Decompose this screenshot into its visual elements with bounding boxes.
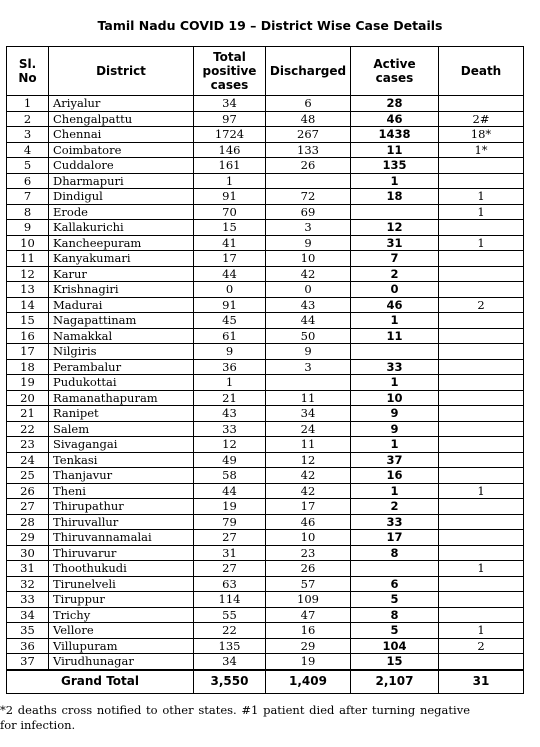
table-row bbox=[7, 514, 524, 530]
grand-total-label: Grand Total bbox=[7, 670, 194, 694]
cell-sl-no: 36 bbox=[7, 638, 49, 654]
table-row bbox=[7, 266, 524, 282]
cell-active-cases: 6 bbox=[351, 576, 439, 592]
cell-death: 1 bbox=[439, 204, 524, 220]
cell-total-positive: 161 bbox=[194, 158, 266, 174]
cell-district: Theni bbox=[49, 483, 194, 499]
cell-active-cases: 46 bbox=[351, 111, 439, 127]
cell-sl-no: 4 bbox=[7, 142, 49, 158]
cell-discharged: 19 bbox=[266, 654, 351, 670]
cell-death bbox=[439, 266, 524, 282]
cell-discharged: 133 bbox=[266, 142, 351, 158]
cell-death: 1 bbox=[439, 483, 524, 499]
cell-death bbox=[439, 328, 524, 344]
cell-discharged: 26 bbox=[266, 158, 351, 174]
cell-district: Tenkasi bbox=[49, 452, 194, 468]
table-row bbox=[7, 111, 524, 127]
cell-total-positive: 44 bbox=[194, 483, 266, 499]
cell-discharged: 267 bbox=[266, 127, 351, 143]
cell-district: Virudhunagar bbox=[49, 654, 194, 670]
cell-active-cases: 5 bbox=[351, 623, 439, 639]
cell-sl-no: 19 bbox=[7, 375, 49, 391]
table-row bbox=[7, 220, 524, 236]
cell-sl-no: 15 bbox=[7, 313, 49, 329]
cell-total-positive: 55 bbox=[194, 607, 266, 623]
cell-death bbox=[439, 220, 524, 236]
cell-district: Cuddalore bbox=[49, 158, 194, 174]
cell-death bbox=[439, 592, 524, 608]
cell-total-positive: 21 bbox=[194, 390, 266, 406]
cell-sl-no: 22 bbox=[7, 421, 49, 437]
cell-sl-no: 13 bbox=[7, 282, 49, 298]
table-row bbox=[7, 545, 524, 561]
cell-total-positive: 27 bbox=[194, 561, 266, 577]
cell-death: 1* bbox=[439, 142, 524, 158]
cell-total-positive: 70 bbox=[194, 204, 266, 220]
cell-death: 1 bbox=[439, 235, 524, 251]
district-case-table bbox=[6, 46, 524, 694]
cell-total-positive: 91 bbox=[194, 189, 266, 205]
cell-death: 2 bbox=[439, 638, 524, 654]
table-row bbox=[7, 437, 524, 453]
cell-sl-no: 12 bbox=[7, 266, 49, 282]
cell-active-cases: 37 bbox=[351, 452, 439, 468]
cell-total-positive: 61 bbox=[194, 328, 266, 344]
cell-sl-no: 23 bbox=[7, 437, 49, 453]
cell-active-cases: 9 bbox=[351, 421, 439, 437]
table-row bbox=[7, 592, 524, 608]
cell-district: Karur bbox=[49, 266, 194, 282]
cell-total-positive: 135 bbox=[194, 638, 266, 654]
table-row bbox=[7, 421, 524, 437]
cell-sl-no: 14 bbox=[7, 297, 49, 313]
cell-total-positive: 33 bbox=[194, 421, 266, 437]
table-row bbox=[7, 235, 524, 251]
cell-total-positive: 27 bbox=[194, 530, 266, 546]
cell-death: 2# bbox=[439, 111, 524, 127]
cell-death bbox=[439, 158, 524, 174]
table-row bbox=[7, 390, 524, 406]
cell-active-cases: 5 bbox=[351, 592, 439, 608]
cell-discharged: 26 bbox=[266, 561, 351, 577]
cell-active-cases bbox=[351, 344, 439, 360]
cell-death: 1 bbox=[439, 189, 524, 205]
cell-total-positive: 1 bbox=[194, 173, 266, 189]
cell-discharged: 16 bbox=[266, 623, 351, 639]
cell-district: Dindigul bbox=[49, 189, 194, 205]
cell-total-positive: 9 bbox=[194, 344, 266, 360]
table-row bbox=[7, 561, 524, 577]
cell-death bbox=[439, 530, 524, 546]
cell-death bbox=[439, 282, 524, 298]
table-header-row bbox=[7, 47, 524, 96]
cell-active-cases: 1438 bbox=[351, 127, 439, 143]
cell-active-cases: 11 bbox=[351, 142, 439, 158]
cell-sl-no: 1 bbox=[7, 96, 49, 112]
cell-sl-no: 33 bbox=[7, 592, 49, 608]
cell-total-positive: 0 bbox=[194, 282, 266, 298]
cell-district: Kancheepuram bbox=[49, 235, 194, 251]
cell-death bbox=[439, 654, 524, 670]
header-sl-no: Sl. No bbox=[7, 47, 49, 96]
cell-total-positive: 22 bbox=[194, 623, 266, 639]
cell-sl-no: 32 bbox=[7, 576, 49, 592]
cell-active-cases: 104 bbox=[351, 638, 439, 654]
cell-district: Krishnagiri bbox=[49, 282, 194, 298]
cell-discharged: 11 bbox=[266, 437, 351, 453]
cell-sl-no: 18 bbox=[7, 359, 49, 375]
cell-death bbox=[439, 499, 524, 515]
table-body bbox=[7, 96, 524, 670]
table-row bbox=[7, 251, 524, 267]
table-row bbox=[7, 189, 524, 205]
cell-active-cases: 7 bbox=[351, 251, 439, 267]
cell-active-cases: 11 bbox=[351, 328, 439, 344]
cell-sl-no: 10 bbox=[7, 235, 49, 251]
cell-active-cases: 16 bbox=[351, 468, 439, 484]
cell-death bbox=[439, 576, 524, 592]
grand-total-discharged: 1,409 bbox=[266, 670, 351, 694]
table-row bbox=[7, 607, 524, 623]
cell-active-cases: 135 bbox=[351, 158, 439, 174]
cell-sl-no: 3 bbox=[7, 127, 49, 143]
cell-district: Thoothukudi bbox=[49, 561, 194, 577]
cell-discharged: 42 bbox=[266, 483, 351, 499]
cell-sl-no: 6 bbox=[7, 173, 49, 189]
cell-discharged: 109 bbox=[266, 592, 351, 608]
cell-district: Nilgiris bbox=[49, 344, 194, 360]
cell-death bbox=[439, 452, 524, 468]
cell-active-cases bbox=[351, 204, 439, 220]
cell-discharged: 42 bbox=[266, 266, 351, 282]
cell-discharged: 0 bbox=[266, 282, 351, 298]
cell-death bbox=[439, 173, 524, 189]
cell-district: Villupuram bbox=[49, 638, 194, 654]
cell-total-positive: 15 bbox=[194, 220, 266, 236]
cell-total-positive: 63 bbox=[194, 576, 266, 592]
cell-district: Dharmapuri bbox=[49, 173, 194, 189]
cell-total-positive: 34 bbox=[194, 654, 266, 670]
cell-total-positive: 1724 bbox=[194, 127, 266, 143]
cell-sl-no: 20 bbox=[7, 390, 49, 406]
cell-sl-no: 25 bbox=[7, 468, 49, 484]
cell-total-positive: 114 bbox=[194, 592, 266, 608]
cell-district: Chengalpattu bbox=[49, 111, 194, 127]
table-row bbox=[7, 452, 524, 468]
cell-death bbox=[439, 359, 524, 375]
cell-sl-no: 17 bbox=[7, 344, 49, 360]
cell-death bbox=[439, 344, 524, 360]
cell-sl-no: 28 bbox=[7, 514, 49, 530]
cell-discharged: 3 bbox=[266, 359, 351, 375]
cell-sl-no: 26 bbox=[7, 483, 49, 499]
cell-discharged: 46 bbox=[266, 514, 351, 530]
table-row bbox=[7, 483, 524, 499]
cell-active-cases: 8 bbox=[351, 607, 439, 623]
cell-discharged: 57 bbox=[266, 576, 351, 592]
cell-total-positive: 31 bbox=[194, 545, 266, 561]
cell-sl-no: 16 bbox=[7, 328, 49, 344]
cell-sl-no: 27 bbox=[7, 499, 49, 515]
cell-active-cases: 46 bbox=[351, 297, 439, 313]
cell-district: Nagapattinam bbox=[49, 313, 194, 329]
table-row bbox=[7, 530, 524, 546]
cell-total-positive: 79 bbox=[194, 514, 266, 530]
cell-sl-no: 11 bbox=[7, 251, 49, 267]
cell-death: 1 bbox=[439, 623, 524, 639]
cell-discharged: 42 bbox=[266, 468, 351, 484]
cell-sl-no: 31 bbox=[7, 561, 49, 577]
cell-death bbox=[439, 406, 524, 422]
cell-active-cases: 0 bbox=[351, 282, 439, 298]
grand-total-positive: 3,550 bbox=[194, 670, 266, 694]
cell-active-cases: 33 bbox=[351, 359, 439, 375]
cell-death bbox=[439, 251, 524, 267]
cell-discharged: 23 bbox=[266, 545, 351, 561]
cell-active-cases: 1 bbox=[351, 313, 439, 329]
cell-district: Thiruvannamalai bbox=[49, 530, 194, 546]
cell-district: Sivagangai bbox=[49, 437, 194, 453]
cell-death: 1 bbox=[439, 561, 524, 577]
cell-active-cases: 1 bbox=[351, 173, 439, 189]
cell-sl-no: 8 bbox=[7, 204, 49, 220]
cell-active-cases: 2 bbox=[351, 266, 439, 282]
cell-death bbox=[439, 313, 524, 329]
cell-death bbox=[439, 437, 524, 453]
table-row bbox=[7, 127, 524, 143]
grand-total-row bbox=[7, 670, 524, 694]
cell-discharged: 6 bbox=[266, 96, 351, 112]
cell-total-positive: 49 bbox=[194, 452, 266, 468]
cell-discharged: 47 bbox=[266, 607, 351, 623]
cell-district: Vellore bbox=[49, 623, 194, 639]
table-row bbox=[7, 468, 524, 484]
cell-district: Erode bbox=[49, 204, 194, 220]
table-row bbox=[7, 344, 524, 360]
table-row bbox=[7, 623, 524, 639]
cell-active-cases: 9 bbox=[351, 406, 439, 422]
cell-discharged: 50 bbox=[266, 328, 351, 344]
cell-discharged: 10 bbox=[266, 530, 351, 546]
table-row bbox=[7, 158, 524, 174]
cell-sl-no: 34 bbox=[7, 607, 49, 623]
table-row bbox=[7, 406, 524, 422]
cell-total-positive: 45 bbox=[194, 313, 266, 329]
cell-discharged: 43 bbox=[266, 297, 351, 313]
cell-sl-no: 21 bbox=[7, 406, 49, 422]
cell-death bbox=[439, 421, 524, 437]
cell-district: Chennai bbox=[49, 127, 194, 143]
cell-district: Coimbatore bbox=[49, 142, 194, 158]
cell-district: Tiruppur bbox=[49, 592, 194, 608]
table-row bbox=[7, 173, 524, 189]
cell-discharged: 12 bbox=[266, 452, 351, 468]
cell-discharged: 72 bbox=[266, 189, 351, 205]
cell-total-positive: 34 bbox=[194, 96, 266, 112]
cell-sl-no: 5 bbox=[7, 158, 49, 174]
cell-district: Thiruvallur bbox=[49, 514, 194, 530]
cell-discharged: 24 bbox=[266, 421, 351, 437]
cell-sl-no: 9 bbox=[7, 220, 49, 236]
cell-sl-no: 7 bbox=[7, 189, 49, 205]
cell-active-cases: 17 bbox=[351, 530, 439, 546]
cell-active-cases: 28 bbox=[351, 96, 439, 112]
cell-death bbox=[439, 96, 524, 112]
cell-active-cases: 10 bbox=[351, 390, 439, 406]
cell-sl-no: 35 bbox=[7, 623, 49, 639]
cell-active-cases: 15 bbox=[351, 654, 439, 670]
table-row bbox=[7, 313, 524, 329]
cell-district: Thirupathur bbox=[49, 499, 194, 515]
cell-discharged bbox=[266, 375, 351, 391]
cell-district: Ranipet bbox=[49, 406, 194, 422]
cell-active-cases: 1 bbox=[351, 437, 439, 453]
cell-total-positive: 146 bbox=[194, 142, 266, 158]
cell-death: 2 bbox=[439, 297, 524, 313]
cell-discharged: 10 bbox=[266, 251, 351, 267]
cell-death bbox=[439, 514, 524, 530]
cell-discharged: 48 bbox=[266, 111, 351, 127]
cell-district: Thanjavur bbox=[49, 468, 194, 484]
cell-district: Kanyakumari bbox=[49, 251, 194, 267]
table-row bbox=[7, 638, 524, 654]
cell-total-positive: 97 bbox=[194, 111, 266, 127]
table-row bbox=[7, 576, 524, 592]
cell-district: Ariyalur bbox=[49, 96, 194, 112]
cell-sl-no: 24 bbox=[7, 452, 49, 468]
cell-district: Trichy bbox=[49, 607, 194, 623]
cell-active-cases: 31 bbox=[351, 235, 439, 251]
table-row bbox=[7, 297, 524, 313]
cell-total-positive: 17 bbox=[194, 251, 266, 267]
cell-death bbox=[439, 390, 524, 406]
table-row bbox=[7, 375, 524, 391]
cell-active-cases: 33 bbox=[351, 514, 439, 530]
header-total-positive: Total positive cases bbox=[194, 47, 266, 96]
cell-discharged: 34 bbox=[266, 406, 351, 422]
table-row bbox=[7, 654, 524, 670]
table-row bbox=[7, 96, 524, 112]
cell-sl-no: 2 bbox=[7, 111, 49, 127]
cell-total-positive: 19 bbox=[194, 499, 266, 515]
cell-total-positive: 12 bbox=[194, 437, 266, 453]
table-row bbox=[7, 359, 524, 375]
header-death: Death bbox=[439, 47, 524, 96]
grand-total-active: 2,107 bbox=[351, 670, 439, 694]
cell-active-cases: 2 bbox=[351, 499, 439, 515]
cell-death bbox=[439, 545, 524, 561]
cell-discharged: 44 bbox=[266, 313, 351, 329]
table-row bbox=[7, 328, 524, 344]
cell-active-cases: 18 bbox=[351, 189, 439, 205]
cell-discharged: 11 bbox=[266, 390, 351, 406]
cell-total-positive: 44 bbox=[194, 266, 266, 282]
header-district: District bbox=[49, 47, 194, 96]
cell-total-positive: 41 bbox=[194, 235, 266, 251]
cell-district: Pudukottai bbox=[49, 375, 194, 391]
cell-death bbox=[439, 468, 524, 484]
grand-total-death: 31 bbox=[439, 670, 524, 694]
cell-district: Thiruvarur bbox=[49, 545, 194, 561]
cell-discharged: 9 bbox=[266, 235, 351, 251]
cell-discharged: 29 bbox=[266, 638, 351, 654]
footnote: *2 deaths cross notified to other states. #1 patient died after turning negative for infection. bbox=[0, 703, 470, 732]
cell-total-positive: 36 bbox=[194, 359, 266, 375]
cell-district: Madurai bbox=[49, 297, 194, 313]
cell-sl-no: 37 bbox=[7, 654, 49, 670]
table-row bbox=[7, 204, 524, 220]
cell-district: Salem bbox=[49, 421, 194, 437]
table-row bbox=[7, 499, 524, 515]
cell-active-cases: 8 bbox=[351, 545, 439, 561]
cell-death: 18* bbox=[439, 127, 524, 143]
table-row bbox=[7, 282, 524, 298]
cell-total-positive: 91 bbox=[194, 297, 266, 313]
cell-district: Tirunelveli bbox=[49, 576, 194, 592]
cell-total-positive: 58 bbox=[194, 468, 266, 484]
cell-sl-no: 29 bbox=[7, 530, 49, 546]
header-active-cases: Active cases bbox=[351, 47, 439, 96]
cell-discharged bbox=[266, 173, 351, 189]
cell-death bbox=[439, 375, 524, 391]
cell-discharged: 69 bbox=[266, 204, 351, 220]
cell-death bbox=[439, 607, 524, 623]
cell-total-positive: 1 bbox=[194, 375, 266, 391]
cell-discharged: 3 bbox=[266, 220, 351, 236]
cell-total-positive: 43 bbox=[194, 406, 266, 422]
cell-active-cases: 1 bbox=[351, 483, 439, 499]
cell-discharged: 9 bbox=[266, 344, 351, 360]
cell-active-cases: 1 bbox=[351, 375, 439, 391]
page-title: Tamil Nadu COVID 19 – District Wise Case Details bbox=[97, 18, 443, 33]
cell-sl-no: 30 bbox=[7, 545, 49, 561]
cell-discharged: 17 bbox=[266, 499, 351, 515]
header-discharged: Discharged bbox=[266, 47, 351, 96]
cell-active-cases: 12 bbox=[351, 220, 439, 236]
table-row bbox=[7, 142, 524, 158]
cell-district: Ramanathapuram bbox=[49, 390, 194, 406]
cell-district: Perambalur bbox=[49, 359, 194, 375]
cell-district: Kallakurichi bbox=[49, 220, 194, 236]
cell-active-cases bbox=[351, 561, 439, 577]
cell-district: Namakkal bbox=[49, 328, 194, 344]
